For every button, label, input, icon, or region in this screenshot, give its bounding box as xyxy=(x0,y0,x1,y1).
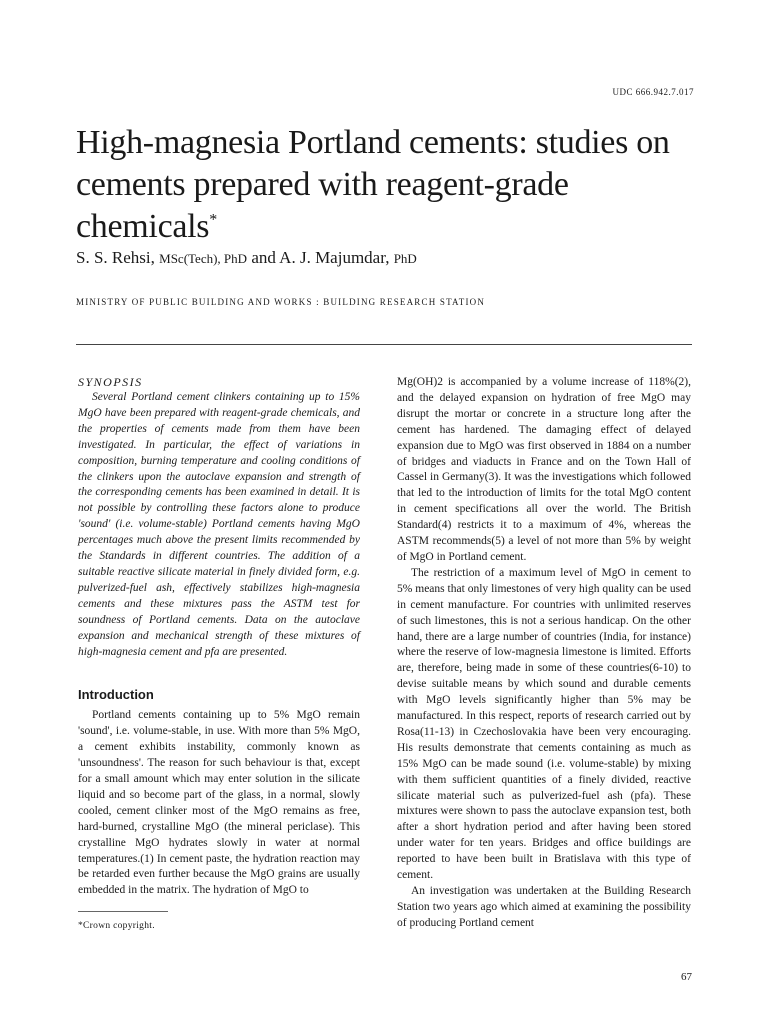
author-conjunction: and xyxy=(251,248,276,267)
footnote-divider xyxy=(78,911,168,912)
title-footnote-mark: * xyxy=(209,211,217,229)
author-1-degrees: MSc(Tech), PhD xyxy=(159,251,248,266)
udc-classification: UDC 666.942.7.017 xyxy=(612,87,694,97)
author-line xyxy=(76,248,417,268)
synopsis-text: Several Portland cement clinkers containing up to 15% MgO have been prepared with reagent-grade chemicals, and the properties of cements made from them have been investigated. In particular, the effect of variations in composition, burning temperature and cooling conditions of the clinkers upon the autoclave expansion and strength of the corresponding cements has been examined in detail. It is not possible by controlling these factors alone to produce 'sound' (i.e. volume-stable) Portland cements having MgO percentages much above the present limits recommended by the Standards in different countries. The addition of a suitable reactive silicate material in finely divided form, e.g. pulverized-fuel ash, effectively stabilizes high-magnesia cements and these mixtures pass the ASTM test for soundness of Portland cements. Data on the autoclave expansion and mechanical strength of these mixtures of high-magnesia cement and pfa are presented. xyxy=(78,391,360,658)
author-2-name: A. J. Majumdar, xyxy=(279,248,390,267)
synopsis-block xyxy=(78,374,360,660)
article-title xyxy=(76,122,716,248)
right-paragraph-1: Mg(OH)2 is accompanied by a volume increase of 118%(2), and the delayed expansion on hydration of free MgO may disrupt the mortar or concrete in a structure long after the cement has hardened. The damaging effect of delayed expansion due to MgO was first observed in 1884 on a number of bridges and viaducts in France and on the Town Hall of Cassel in Germany(3). It was the investigations which followed that led to the introduction of limits for the total MgO content in cement specifications all over the world. The British Standard(4) restricts it to a maximum of 4%, whereas the ASTM recommends(5) a level of not more than 5% by weight of MgO in Portland cement. xyxy=(397,376,691,563)
affiliation: MINISTRY OF PUBLIC BUILDING AND WORKS : BUILDING RESEARCH STATION xyxy=(76,297,486,307)
introduction-heading: Introduction xyxy=(78,687,154,703)
right-paragraph-2: The restriction of a maximum level of MgO in cement to 5% means that only limestones of very high quality can be used in cement manufacture. For countries with unlimited reserves of such limestones, this is not a serious handicap. On the other hand, there are a large number of countries (India, for instance) where the reserve of low-magnesia limestone is limited. Efforts are, therefore, being made in some of these countries(6-10) to devise suitable means by which sound and durable cements with MgO levels significantly higher than 5% may be manufactured. In this respect, reports of research carried out by Rosa(11-13) in Czechoslovakia have been very encouraging. His results demonstrate that cements containing as much as 15% MgO can be made sound (i.e. volume-stable) by mixing with them sufficient quantities of a finely divided, reactive silicate material such as pulverized-fuel ash (pfa). These mixtures were shown to pass the autoclave expansion test, both after a short hydration period and after having been stored under water for ten years. Bridges and office buildings are reported to have been built in Bratislava with this type of cement. xyxy=(397,566,691,882)
author-2-degrees: PhD xyxy=(393,251,417,266)
introduction-paragraph-1: Portland cements containing up to 5% MgO remain 'sound', i.e. volume-stable, in use. With more than 5% MgO, a cement exhibits instability, commonly known as 'unsoundness'. The reason for such behaviour is that, except for a small amount which may enter solution in the silicate liquid and so become part of the glass, in a normal, slowly cooled, cement clinker most of the MgO remains as free, hard-burned, crystalline MgO (the mineral periclase). This crystalline MgO hydrates slowly in water at normal temperatures.(1) In cement paste, the hydration reaction may be retarded even further because the MgO grains are usually embedded in the matrix. The hydration of MgO to xyxy=(78,709,360,897)
right-paragraph-3: An investigation was undertaken at the Building Research Station two years ago which aimed at examining the possibility of producing Portland cement xyxy=(397,885,691,929)
right-column xyxy=(397,375,691,932)
page-number: 67 xyxy=(681,971,692,983)
left-column xyxy=(78,374,360,899)
header-divider xyxy=(76,344,692,345)
synopsis-heading: SYNOPSIS xyxy=(78,375,143,389)
author-1-name: S. S. Rehsi, xyxy=(76,248,155,267)
footnote: *Crown copyright. xyxy=(78,921,155,931)
article-title-text: High-magnesia Portland cements: studies on cements prepared with reagent-grade chemicals xyxy=(76,124,670,245)
